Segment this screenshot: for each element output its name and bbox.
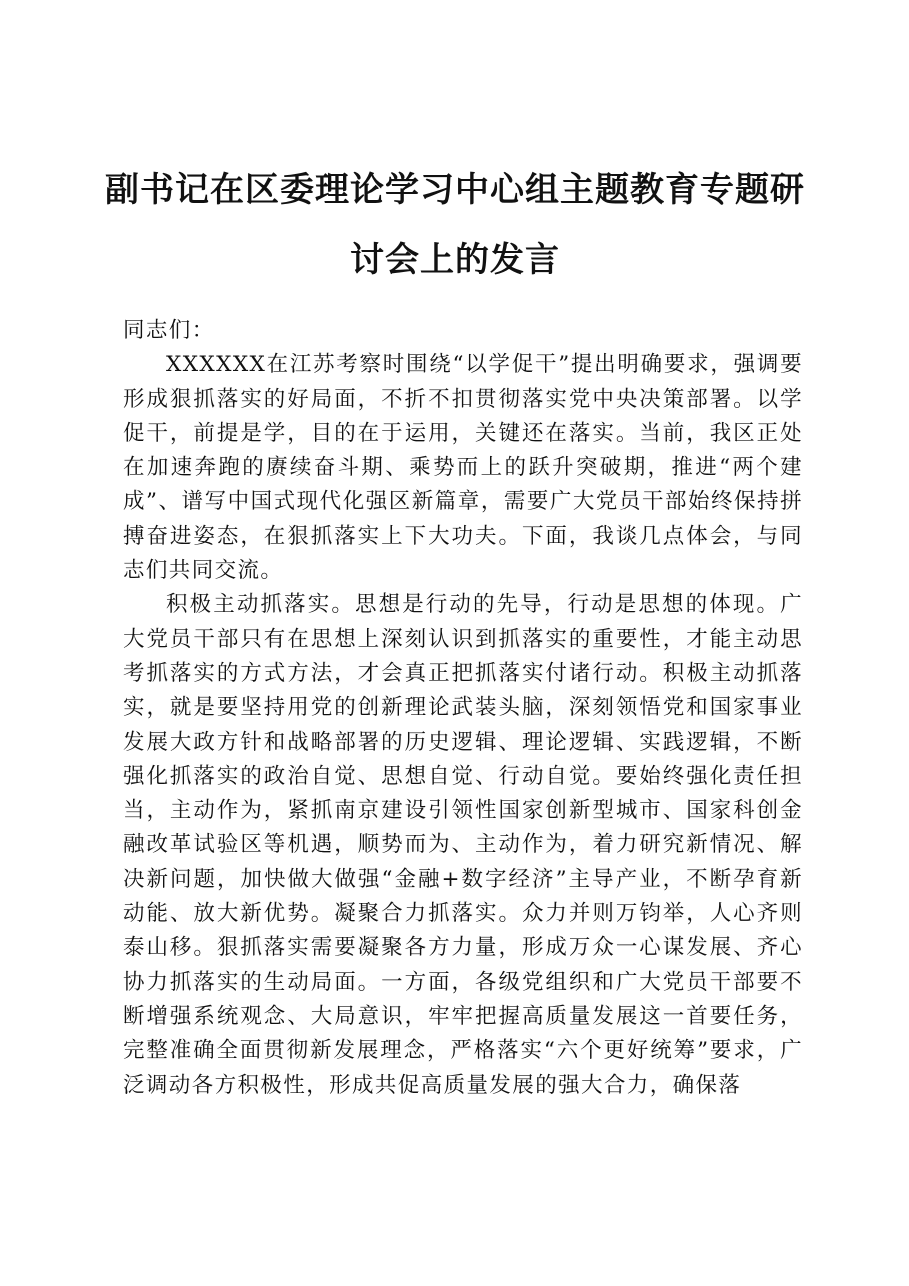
paragraph-proactive-implementation: 积极主动抓落实。思想是行动的先导，行动是思想的体现。广大党员干部只有在思想上深刻认识到抓落实的重要性，才能主动思考抓落实的方式方法，才会真正把抓落实付诸行动。积极主动抓落实，就是要坚持用党的创新理论武装头脑，深刻领悟党和国家事业发展大政方针和战略部署的历史逻辑、理论逻辑、实践逻辑，不断强化抓落实的政治自觉、思想自觉、行动自觉。要始终强化责任担当，主动作为，紧抓南京建设引领性国家创新型城市、国家科创金融改革试验区等机遇，顺势而为、主动作为，着力研究新情况、解决新问题，加快做大做强“金融+数字经济”主导产业，不断孕育新动能、放大新优势。凝聚合力抓落实。众力并则万钧举，人心齐则泰山移。狠抓落实需要凝聚各方力量，形成万众一心谋发展、齐心协力抓落实的生动局面。一方面，各级党组织和广大党员干部要不断增强系统观念、大局意识，牢牢把握高质量发展这一首要任务，完整准确全面贯彻新发展理念，严格落实“六个更好统筹”要求，广泛调动各方积极性，形成共促高质量发展的强大合力，确保落 bbox=[123, 592, 803, 1098]
salutation: 同志们： bbox=[123, 318, 215, 343]
document-title: 副书记在区委理论学习中心组主题教育专题研讨会上的发言 bbox=[105, 170, 805, 280]
document-body bbox=[123, 314, 803, 1103]
paragraph-intro: XXXXXX在江苏考察时围绕“以学促干”提出明确要求，强调要形成狠抓落实的好局面，不折不扣贯彻落实党中央决策部署。以学促干，前提是学，目的在于运用，关键还在落实。当前，我区正处在加速奔跑的赓续奋斗期、乘势而上的跃升突破期，推进“两个建成”、谱写中国式现代化强区新篇章，需要广大党员干部始终保持拼搏奋进姿态，在狠抓落实上下大功夫。下面，我谈几点体会，与同志们共同交流。 bbox=[123, 352, 803, 584]
